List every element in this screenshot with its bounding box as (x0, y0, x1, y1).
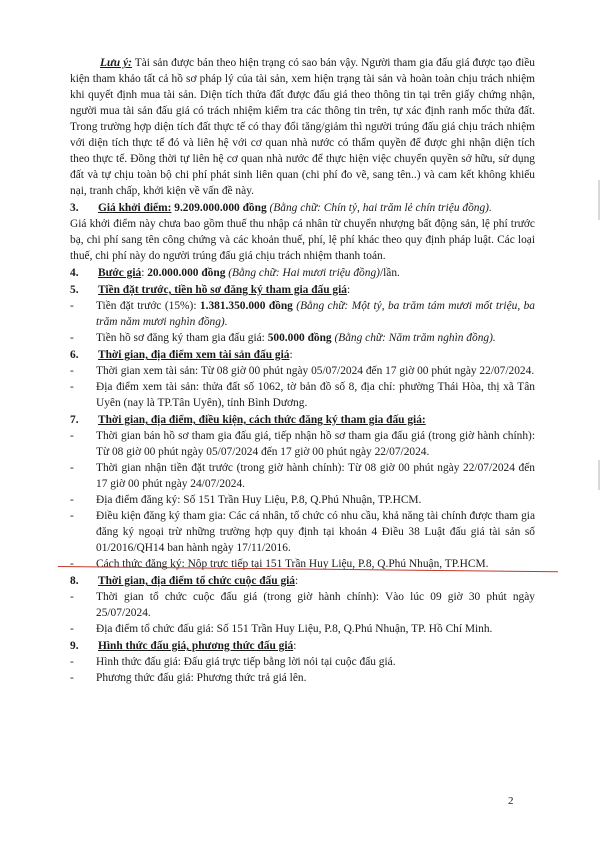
section-title: Thời gian, địa điểm, điều kiện, cách thức đăng ký tham gia đấu giá: (98, 414, 426, 426)
note-label: Lưu ý: (100, 57, 132, 69)
colon: : (141, 267, 148, 279)
section-number: 6. (70, 349, 79, 361)
section-title: Giá khởi điểm: (98, 202, 172, 214)
colon: : (347, 284, 351, 296)
page-number: 2 (508, 795, 514, 807)
document-body (70, 55, 535, 686)
list-item (70, 379, 535, 411)
bullet-dash: - (70, 623, 74, 635)
price-step-words: (Bằng chữ: Hai mươi triệu đồng) (225, 267, 380, 279)
bullet-dash: - (70, 510, 74, 522)
section-number: 8. (70, 575, 79, 587)
bullet-dash: - (70, 300, 74, 312)
list-item (70, 460, 535, 492)
bullet-dash: - (70, 462, 74, 474)
section-5-heading (70, 282, 535, 298)
bullet-text: Địa điểm đăng ký: Số 151 Trần Huy Liệu, P.8, Q.Phú Nhuận, TP.HCM. (96, 494, 422, 506)
bullet-text: Điều kiện đăng ký tham gia: Các cá nhân, tổ chức có nhu cầu, khả năng tài chính được tham gia đăng ký ngoại trừ những trường hợp quy định tại khoản 4 Điều 38 Luật đấu giá tài sản số 01/2016/QH14 ban hành ngày 17/11/2016. (96, 510, 535, 554)
section-title: Thời gian, địa điểm xem tài sản đấu giá (98, 349, 290, 361)
bullet-text: Địa điểm tổ chức đấu giá: Số 151 Trần Huy Liệu, P.8, Q.Phú Nhuận, TP. Hồ Chí Minh. (96, 623, 493, 635)
list-item (70, 298, 535, 330)
bullet-text: Thời gian bán hồ sơ tham gia đấu giá, tiếp nhận hồ sơ tham gia đấu giá (trong giờ hành chính): Từ 08 giờ 00 phút ngày 05/07/2024 đến 17 giờ 00 phút ngày 22/07/2024. (96, 430, 535, 458)
note-paragraph (70, 55, 535, 199)
colon: : (289, 349, 293, 361)
list-item (70, 621, 535, 637)
list-item (70, 508, 535, 556)
section-number: 5. (70, 284, 79, 296)
section-title: Hình thức đấu giá, phương thức đấu giá (98, 640, 294, 652)
section-number: 3. (70, 202, 79, 214)
deposit-amount: 1.381.350.000 đồng (199, 300, 293, 312)
section-3-text: Giá khởi điểm này chưa bao gồm thuế thu nhập cá nhân từ chuyển nhượng bất động sản, lệ phí trước bạ, chi phí sang tên công chứng và các khoản thuế, phí, lệ phí khác theo quy định pháp luật. Các loại thuế, chi phí này do người trúng đấu giá chịu trách nhiệm thanh toán. (70, 218, 535, 262)
bullet-dash: - (70, 381, 74, 393)
colon: : (293, 640, 297, 652)
bullet-dash: - (70, 430, 74, 442)
bullet-text: Tiền đặt trước (15%): (96, 300, 200, 312)
starting-price-amount: 9.209.000.000 đồng (171, 202, 267, 214)
bullet-text: Thời gian tổ chức cuộc đấu giá (trong giờ hành chính): Vào lúc 09 giờ 30 phút ngày 25/07/2024. (96, 591, 535, 619)
fee-amount: 500.000 đồng (267, 332, 332, 344)
list-item (70, 670, 535, 686)
list-item (70, 492, 535, 508)
section-title: Tiền đặt trước, tiền hồ sơ đăng ký tham gia đấu giá (98, 284, 347, 296)
section-title: Bước giá (98, 267, 142, 279)
section-4-heading (70, 265, 535, 281)
bullet-dash: - (70, 591, 74, 603)
bullet-text: Phương thức đấu giá: Phương thức trả giá lên. (96, 672, 307, 684)
section-number: 7. (70, 414, 79, 426)
list-item (70, 589, 535, 621)
bullet-text: Cách thức đăng ký: Nộp trực tiếp tại 151 Trần Huy Liệu, P.8, Q.Phú Nhuận, TP.HCM. (96, 558, 489, 570)
list-item (70, 428, 535, 460)
bullet-text: Hình thức đấu giá: Đấu giá trực tiếp bằng lời nói tại cuộc đấu giá. (96, 656, 396, 668)
price-step-tail: /lần. (379, 267, 400, 279)
price-step-amount: 20.000.000 đồng (147, 267, 226, 279)
list-item (70, 330, 535, 346)
section-6-heading (70, 347, 535, 363)
list-item (70, 654, 535, 670)
section-7-heading (70, 412, 535, 428)
section-8-heading (70, 573, 535, 589)
bullet-text: Địa điểm xem tài sản: thửa đất số 1062, tờ bản đồ số 8, địa chỉ: phường Thái Hòa, thị xã Tân Uyên (nay là TP.Tân Uyên), tỉnh Bình Dương. (96, 381, 535, 409)
section-number: 9. (70, 640, 79, 652)
bullet-text: Tiền hồ sơ đăng ký tham gia đấu giá: (96, 332, 268, 344)
bullet-dash: - (70, 558, 74, 570)
bullet-dash: - (70, 332, 74, 344)
bullet-text: Thời gian xem tài sản: Từ 08 giờ 00 phút ngày 05/07/2024 đến 17 giờ 00 phút ngày 22/07/2024. (96, 365, 535, 377)
deposit-words: (Bằng chữ: Một tỷ, ba trăm tám mươi mốt triệu, ba trăm năm mươi nghìn đồng). (96, 300, 536, 328)
bullet-dash: - (70, 365, 74, 377)
bullet-dash: - (70, 656, 74, 668)
starting-price-words: (Bằng chữ: Chín tỷ, hai trăm lẻ chín triệu đồng). (266, 202, 492, 214)
bullet-text: Thời gian nhận tiền đặt trước (trong giờ hành chính): Từ 08 giờ 00 phút ngày 22/07/2024 đến 17 giờ 00 phút ngày 24/07/2024. (96, 462, 535, 490)
note-text: Tài sản được bán theo hiện trạng có sao bán vậy. Người tham gia đấu giá được tạo điều kiện tham khảo tất cả hồ sơ pháp lý của tài sản, xem hiện trạng tài sản và hoàn toàn chịu trách nhiệm khi quyết định mua tài sản. Diện tích thửa đất được đấu giá theo thông tin tại trên giấy chứng nhận, người mua tài sản đấu giá có trách nhiệm kiểm tra các thông tin trên, tự xác định ranh mốc thửa đất. Trong trường hợp diện tích đất thực tế có thay đổi tăng/giảm thì người trúng đấu giá chịu trách nhiệm với diện tích thực tế đó và liên hệ với cơ quan nhà nước có thẩm quyền để được ghi nhận diện tích theo thực tế. Đồng thời tự liên hệ cơ quan nhà nước để thực hiện việc chuyển quyền sở hữu, sử dụng đất và tự chịu toàn bộ chi phí phát sinh liên quan (chi phí đo vẽ, sang tên..) và cam kết không khiếu nại, tranh chấp, khởi kiện về vấn đề này. (70, 57, 535, 197)
colon: : (295, 575, 299, 587)
bullet-dash: - (70, 494, 74, 506)
section-3-heading (70, 200, 535, 216)
list-item (70, 363, 535, 379)
section-9-heading (70, 638, 535, 654)
fee-words: (Bằng chữ: Năm trăm nghìn đồng). (331, 332, 496, 344)
bullet-dash: - (70, 672, 74, 684)
section-number: 4. (70, 267, 79, 279)
section-title: Thời gian, địa điểm tổ chức cuộc đấu giá (98, 575, 295, 587)
